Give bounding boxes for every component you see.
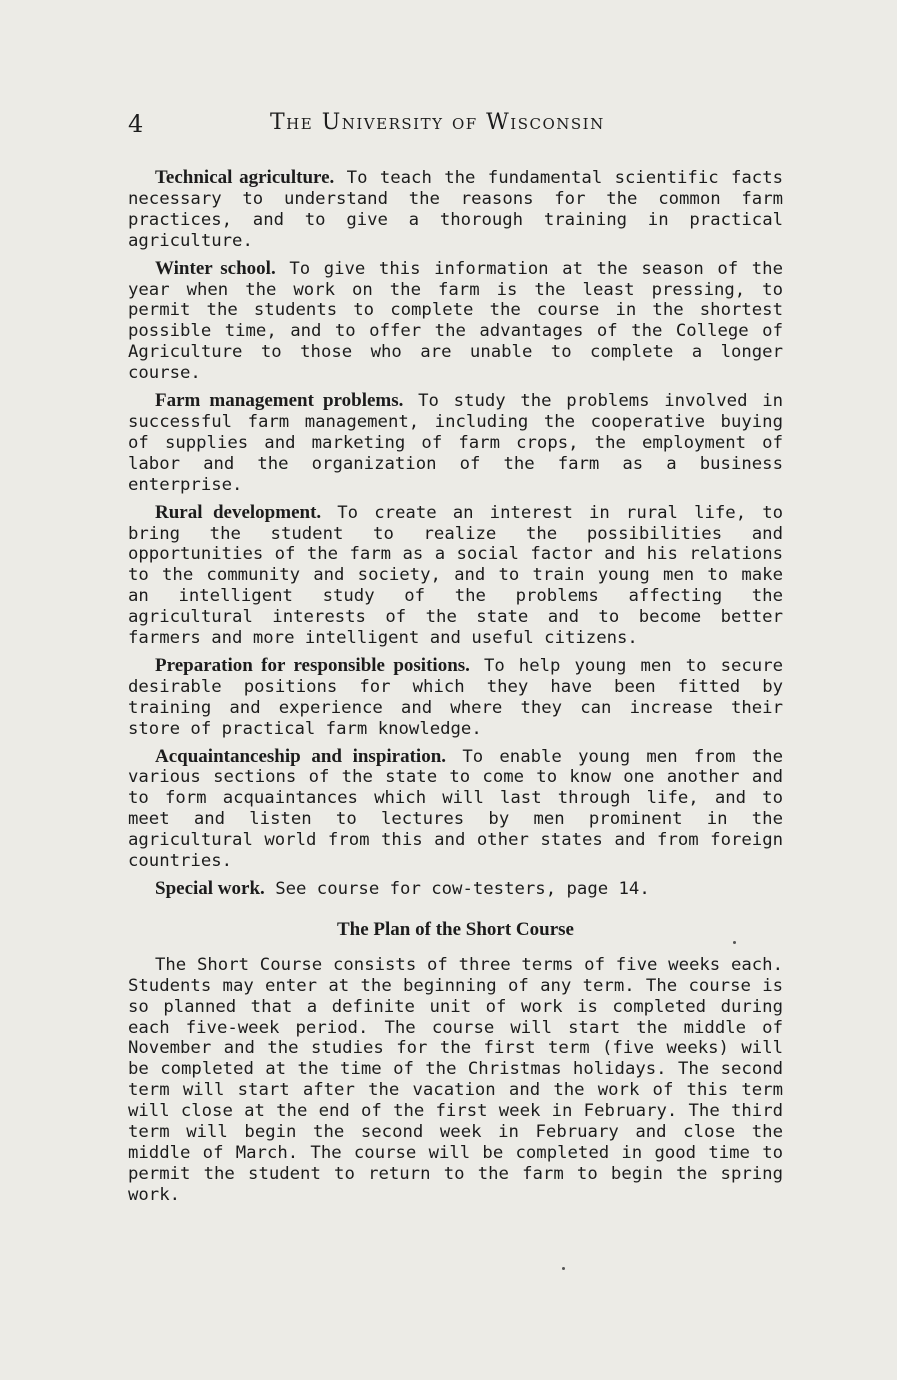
paragraph-text: To help young men to secure desirable positions for which they have been fitted by training and experience and where they can increase their store of practical farm knowledge. [128,655,783,739]
paper-speck [562,1267,565,1270]
paragraph-special-work [128,879,783,900]
paragraph-winter-school [128,259,783,384]
paragraph-technical-agriculture [128,168,783,252]
section-heading: The Plan of the Short Course [337,918,574,940]
paragraph-lead: Acquaintanceship and inspiration. [155,745,447,767]
paragraph-text: See course for cow-testers, page 14. [275,879,650,899]
paragraph-preparation [128,656,783,740]
paragraph-rural-development [128,503,783,649]
paragraph-text: To enable young men from the various sections of the state to come to know one another and to form acquaintances which will last through life, and to meet and listen to lectures by men prominent in the agricultural world from this and other states and from foreign countries. [128,746,783,872]
paragraph-text: To teach the fundamental scientific facts necessary to understand the reasons for the common farm practices, and to give a thorough training in practical agriculture. [128,168,784,251]
paragraph-lead: Preparation for responsible positions. [155,654,470,676]
paragraph-acquaintanceship [128,747,783,872]
paragraph-lead: Special work. [155,878,265,899]
paragraph-lead: Rural development. [155,501,322,523]
running-head: The University of Wisconsin [270,110,605,135]
section-paragraph: The Short Course consists of three terms of five weeks each. Students may enter at the beginning of any term. The course is so planned that a definite unit of work is completed during each five-week period. The course will start the middle of November and the studies for the first term (five weeks) will be completed at the time of the Christmas holidays. The second term will start after the vacation and the work of this term will close at the end of the first week in February. The third term will begin the second week in February and close the middle of March. The course will be completed in good time to permit the student to return to the farm to begin the spring work. [128,954,783,1205]
body-text [128,168,783,1213]
paragraph-lead: Winter school. [155,257,276,279]
paragraph-farm-management [128,391,783,496]
paper-speck [733,941,736,944]
paragraph-lead: Farm management problems. [155,390,404,412]
paragraph-text: To study the problems involved in successful farm management, including the cooperative buying of supplies and marketing of farm crops, the employment of labor and the organization of the farm as a business enterprise. [128,391,784,495]
paragraph-text: To give this information at the season of the year when the work on the farm is the least pressing, to permit the students to complete the course in the shortest possible time, and to offer the advantages of the College of Agriculture to those who are unable to complete a longer course. [128,258,783,384]
paragraph-lead: Technical agriculture. [155,167,335,188]
paragraph-text: To create an interest in rural life, to bring the student to realize the possibilities and opportunities of the farm as a social factor and his relations to the community and society, and to train young men to make an intelligent study of the problems affecting the agricultural interests of the state and to become better farmers and more intelligent and useful citizens. [128,502,784,649]
page-header [128,110,783,144]
page-number: 4 [128,110,144,138]
